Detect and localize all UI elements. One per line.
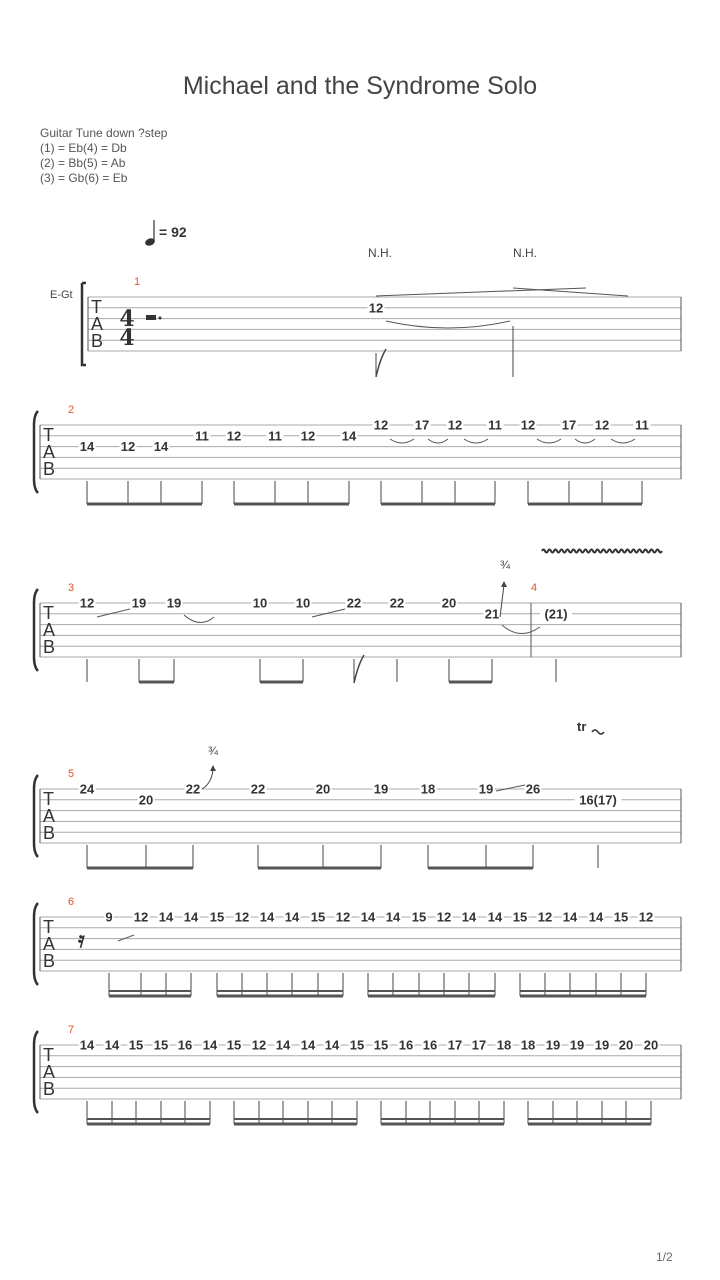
fret-number: 20 bbox=[643, 1037, 659, 1053]
fret-number: 15 bbox=[411, 909, 427, 925]
time-signature-top: 4 bbox=[119, 306, 135, 332]
page-number: 1/2 bbox=[656, 1250, 673, 1264]
fret-number: 11 bbox=[195, 428, 209, 444]
fret-number: 12 bbox=[335, 909, 351, 925]
fret-number: 22 bbox=[346, 595, 362, 611]
fret-number: 12 bbox=[594, 417, 610, 433]
bend-arrow bbox=[202, 769, 213, 789]
fret-number: 14 bbox=[284, 909, 300, 925]
trill-symbol: tr bbox=[577, 719, 587, 734]
system-bracket bbox=[34, 589, 38, 671]
fret-number: 14 bbox=[487, 909, 503, 925]
bend-arrow bbox=[500, 585, 504, 617]
bend-arrowhead bbox=[210, 765, 216, 771]
fret-number: 22 bbox=[250, 781, 266, 797]
fret-number: 12 bbox=[520, 417, 536, 433]
fret-number: 16 bbox=[398, 1037, 414, 1053]
bend-amount: ¾ bbox=[499, 558, 511, 572]
fret-number: 14 bbox=[385, 909, 401, 925]
fret-number: 20 bbox=[315, 781, 331, 797]
fret-number: 12 bbox=[447, 417, 463, 433]
harmonic-line bbox=[376, 288, 586, 296]
fret-number: 18 bbox=[496, 1037, 512, 1053]
fret-number: 11 bbox=[488, 417, 502, 433]
slide-line bbox=[312, 609, 345, 617]
fret-number: 14 bbox=[562, 909, 578, 925]
tempo-value: = 92 bbox=[159, 224, 187, 240]
tab-clef-letter: A bbox=[43, 1062, 56, 1082]
fret-number: 15 bbox=[349, 1037, 365, 1053]
note-flag bbox=[376, 349, 386, 377]
tab-clef-letter: A bbox=[43, 806, 56, 826]
tuning-line: (3) = Gb(6) = Eb bbox=[40, 171, 128, 185]
tie-arc bbox=[386, 321, 510, 328]
fret-number: 14 bbox=[588, 909, 604, 925]
fret-number: 21 bbox=[484, 606, 500, 622]
fret-number: 14 bbox=[79, 439, 95, 455]
tuning-header: Guitar Tune down ?step bbox=[40, 126, 168, 140]
tuning-line: (2) = Bb(5) = Ab bbox=[40, 156, 126, 170]
fret-number: 17 bbox=[447, 1037, 463, 1053]
fret-number: 15 bbox=[512, 909, 528, 925]
half-rest bbox=[146, 315, 156, 320]
fret-number: 12 bbox=[638, 909, 654, 925]
tab-clef-letter: A bbox=[91, 314, 104, 334]
fret-number: 17 bbox=[414, 417, 430, 433]
tab-clef-letter: T bbox=[43, 1045, 54, 1065]
fret-number: 20 bbox=[441, 595, 457, 611]
system-bracket bbox=[82, 283, 86, 365]
tab-clef-letter: B bbox=[43, 823, 56, 843]
fret-number: 17 bbox=[561, 417, 577, 433]
fret-number: 15 bbox=[128, 1037, 144, 1053]
fret-number: 14 bbox=[183, 909, 199, 925]
tab-clef-letter: A bbox=[43, 934, 56, 954]
fret-number: 15 bbox=[310, 909, 326, 925]
tab-clef-letter: B bbox=[43, 1079, 56, 1099]
fret-number: 14 bbox=[104, 1037, 120, 1053]
fret-number: 26 bbox=[525, 781, 541, 797]
tab-clef-letter: T bbox=[43, 917, 54, 937]
fret-number: 12 bbox=[120, 439, 136, 455]
fret-number: 9 bbox=[105, 909, 113, 925]
tuning-line: (1) = Eb(4) = Db bbox=[40, 141, 127, 155]
fret-number: 15 bbox=[613, 909, 629, 925]
measure-number: 1 bbox=[134, 276, 141, 288]
time-signature-bottom: 4 bbox=[119, 325, 135, 351]
fret-number: 15 bbox=[226, 1037, 242, 1053]
fret-number: 18 bbox=[420, 781, 436, 797]
natural-harmonic-label: N.H. bbox=[513, 246, 537, 260]
fret-number: 20 bbox=[138, 792, 154, 808]
fret-number: 15 bbox=[153, 1037, 169, 1053]
fret-number: (21) bbox=[544, 606, 568, 622]
measure-number: 5 bbox=[68, 768, 75, 780]
fret-number: 19 bbox=[545, 1037, 561, 1053]
fret-number: 14 bbox=[153, 439, 169, 455]
slide-line bbox=[496, 785, 525, 791]
fret-number: 12 bbox=[133, 909, 149, 925]
fret-number: 19 bbox=[131, 595, 147, 611]
fret-number: 19 bbox=[569, 1037, 585, 1053]
fret-number: 11 bbox=[268, 428, 282, 444]
measure-number: 6 bbox=[68, 896, 75, 908]
fret-number: 12 bbox=[79, 595, 95, 611]
fret-number: 20 bbox=[618, 1037, 634, 1053]
slur-arc bbox=[184, 615, 214, 623]
slur-arc bbox=[464, 439, 488, 443]
fret-number: 14 bbox=[300, 1037, 316, 1053]
fret-number: 12 bbox=[368, 300, 384, 316]
tab-clef-letter: A bbox=[43, 442, 56, 462]
tab-clef-letter: T bbox=[43, 789, 54, 809]
fret-number: 22 bbox=[389, 595, 405, 611]
fret-number: 22 bbox=[185, 781, 201, 797]
slur-arc bbox=[537, 439, 561, 443]
fret-number: 14 bbox=[341, 428, 357, 444]
fret-number: 12 bbox=[234, 909, 250, 925]
bend-amount: ¾ bbox=[207, 744, 219, 758]
slur-arc bbox=[611, 439, 635, 443]
tab-clef-letter: T bbox=[91, 297, 102, 317]
tab-clef-letter: A bbox=[43, 620, 56, 640]
rest-dot bbox=[159, 317, 162, 320]
measure-number: 4 bbox=[531, 582, 538, 594]
fret-number: 14 bbox=[158, 909, 174, 925]
fret-number: 10 bbox=[252, 595, 268, 611]
tab-clef-letter: T bbox=[43, 603, 54, 623]
slur-arc bbox=[390, 439, 414, 443]
tab-clef-letter: B bbox=[43, 951, 56, 971]
system-bracket bbox=[34, 1031, 38, 1113]
fret-number: 16 bbox=[177, 1037, 193, 1053]
tab-clef-letter: B bbox=[43, 459, 56, 479]
fret-number: 12 bbox=[300, 428, 316, 444]
song-title: Michael and the Syndrome Solo bbox=[182, 72, 538, 100]
fret-number: 24 bbox=[79, 781, 95, 797]
tie-arc bbox=[502, 625, 540, 634]
fret-number: 15 bbox=[209, 909, 225, 925]
sixteenth-rest: 𝄿 bbox=[78, 927, 85, 953]
slur-arc bbox=[428, 439, 448, 443]
fret-number: 14 bbox=[324, 1037, 340, 1053]
note-flag bbox=[354, 655, 364, 683]
system-bracket bbox=[34, 903, 38, 985]
harmonic-line bbox=[513, 288, 628, 296]
fret-number: 14 bbox=[202, 1037, 218, 1053]
fret-number: 14 bbox=[275, 1037, 291, 1053]
fret-number: 16 bbox=[422, 1037, 438, 1053]
tab-clef-letter: B bbox=[43, 637, 56, 657]
fret-number: 19 bbox=[166, 595, 182, 611]
measure-number: 3 bbox=[68, 582, 75, 594]
fret-number: 12 bbox=[226, 428, 242, 444]
trill-wave bbox=[592, 730, 604, 734]
fret-number: 19 bbox=[594, 1037, 610, 1053]
fret-number: 11 bbox=[635, 417, 649, 433]
fret-number: 19 bbox=[373, 781, 389, 797]
system-bracket bbox=[34, 775, 38, 857]
system-bracket bbox=[34, 411, 38, 493]
fret-number: 12 bbox=[373, 417, 389, 433]
tab-clef-letter: B bbox=[91, 331, 104, 351]
fret-number: 12 bbox=[537, 909, 553, 925]
fret-number: 12 bbox=[436, 909, 452, 925]
slur-arc bbox=[575, 439, 595, 443]
fret-number: 14 bbox=[461, 909, 477, 925]
instrument-label: E-Gt bbox=[50, 289, 73, 301]
slide-line bbox=[118, 935, 134, 941]
natural-harmonic-label: N.H. bbox=[368, 246, 392, 260]
bend-arrowhead bbox=[501, 581, 507, 587]
fret-number: 14 bbox=[79, 1037, 95, 1053]
vibrato-wave bbox=[542, 550, 662, 553]
fret-number: 16(17) bbox=[579, 792, 617, 808]
slide-line bbox=[97, 609, 130, 617]
fret-number: 17 bbox=[471, 1037, 487, 1053]
fret-number: 14 bbox=[259, 909, 275, 925]
fret-number: 19 bbox=[478, 781, 494, 797]
fret-number: 18 bbox=[520, 1037, 536, 1053]
tab-clef-letter: T bbox=[43, 425, 54, 445]
fret-number: 12 bbox=[251, 1037, 267, 1053]
fret-number: 14 bbox=[360, 909, 376, 925]
fret-number: 10 bbox=[295, 595, 311, 611]
fret-number: 15 bbox=[373, 1037, 389, 1053]
measure-number: 7 bbox=[68, 1024, 75, 1036]
measure-number: 2 bbox=[68, 404, 75, 416]
